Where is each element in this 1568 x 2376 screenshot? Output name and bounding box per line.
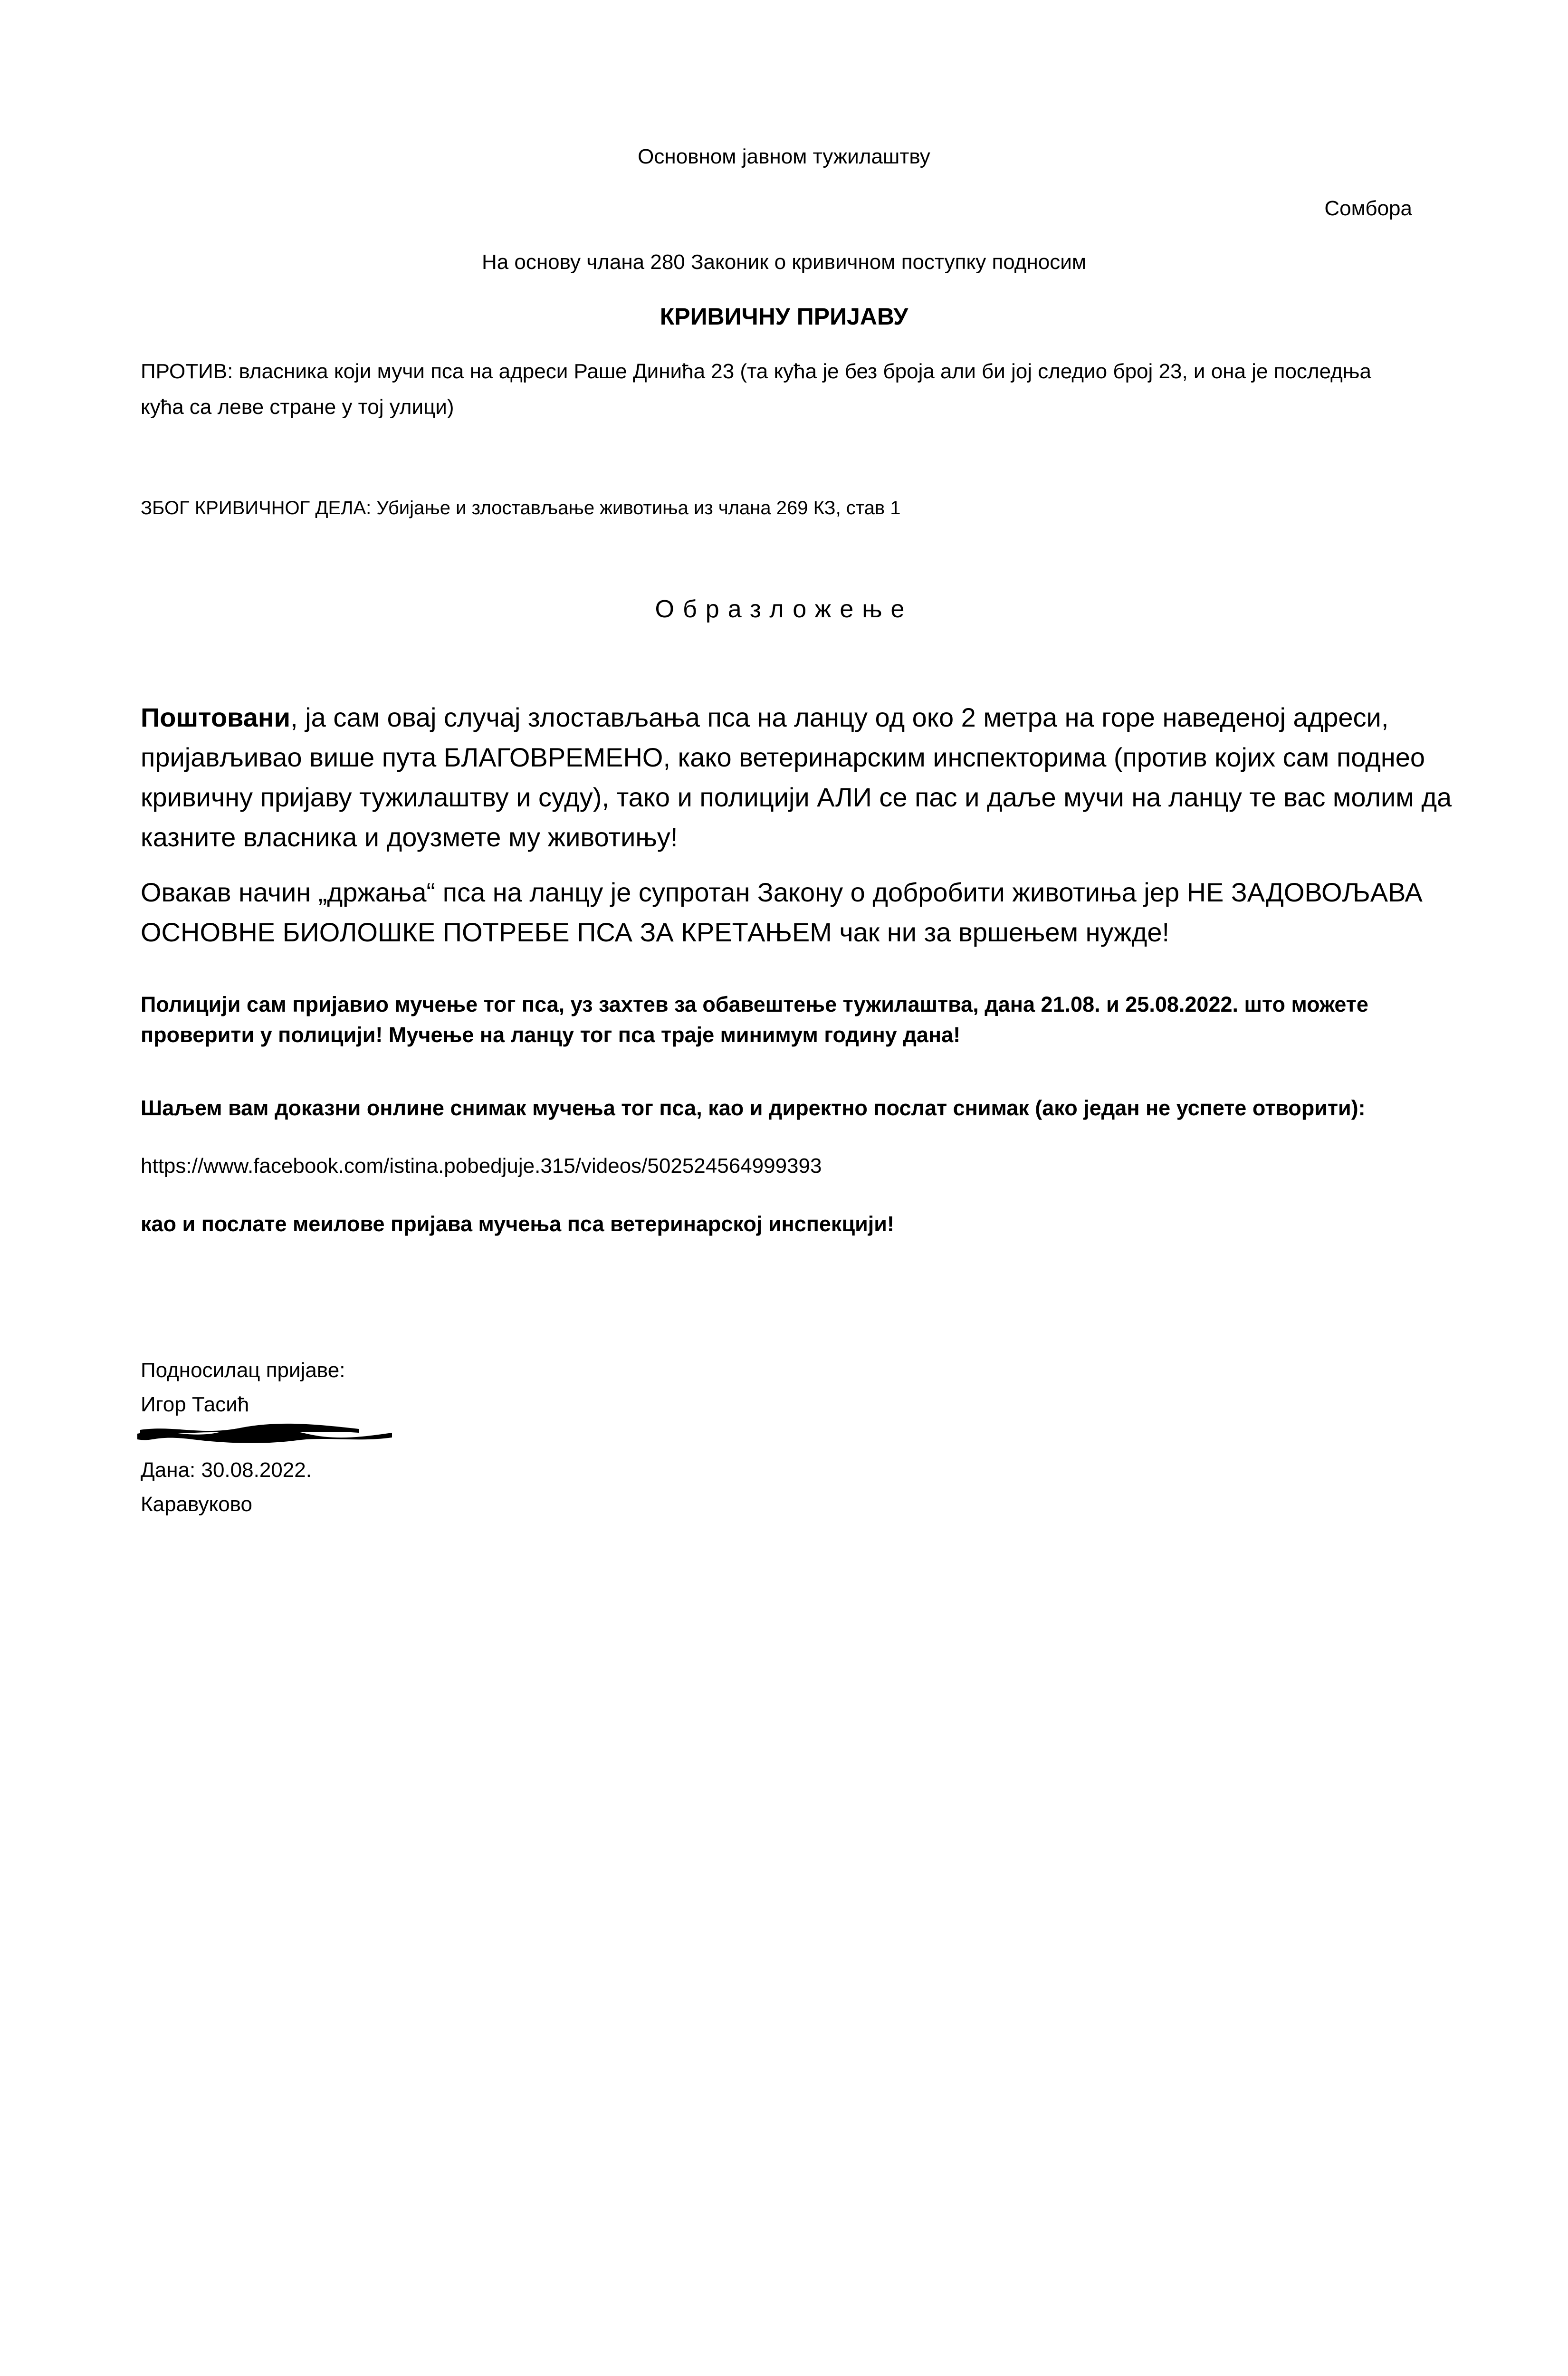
paragraph-3-line-1: Полицији сам пријавио мучење тог пса, уз захтев за обавештење тужилаштва, дана 21.08. и 25.08.2022. што можете <box>141 992 1368 1016</box>
greeting: Поштовани <box>141 702 291 732</box>
paragraph-1-line-1-text: , ја сам овај случај злостављања пса на ланцу од око 2 метра на горе наведеној адреси, <box>290 702 1389 732</box>
date-line: Дана: 30.08.2022. <box>141 1458 312 1482</box>
against-line-2: кућа са леве стране у тој улици) <box>141 395 454 419</box>
signature-name: Игор Тасић <box>141 1393 249 1416</box>
signature-label: Подносилац пријаве: <box>141 1359 345 1382</box>
paragraph-3-line-2: проверити у полицији! Мучење на ланцу тог пса траје минимум годину дана! <box>141 1023 961 1047</box>
paragraph-4: Шаљем вам доказни онлине снимак мучења тог пса, као и директно послат снимак (ако један не успете отворити): <box>141 1096 1366 1120</box>
document-title: КРИВИЧНУ ПРИЈАВУ <box>660 303 908 330</box>
paragraph-1-line-4: казните власника и доузмете му животињу! <box>141 822 678 852</box>
place-line: Каравуково <box>141 1493 253 1516</box>
addressee-line-1: Основном јавном тужилаштву <box>638 145 930 168</box>
paragraph-2-line-1: Овакав начин „држања“ пса на ланцу је супротан Закону о добробити животиња јер НЕ ЗАДОВОЉАВА <box>141 877 1423 907</box>
against-line-1: ПРОТИВ: власника који мучи пса на адреси Раше Динића 23 (та кућа је без броја али би јој следио број 23, и она је последња <box>141 360 1372 383</box>
paragraph-5: као и послате меилове пријава мучења пса ветеринарској инспекцији! <box>141 1212 894 1236</box>
paragraph-1-line-3: кривичну пријаву тужилаштву и суду), тако и полицији АЛИ се пас и даље мучи на ланцу те вас молим да <box>141 782 1452 812</box>
intro-line: На основу члана 280 Законик о кривичном поступку подносим <box>481 250 1087 274</box>
paragraph-2-line-2: ОСНОВНЕ БИОЛОШКЕ ПОТРЕБЕ ПСА ЗА КРЕТАЊЕМ чак ни за вршењем нужде! <box>141 917 1170 947</box>
redaction-scribble <box>135 1423 394 1446</box>
paragraph-1-line-1 <box>141 698 1414 738</box>
offense-line: ЗБОГ КРИВИЧНОГ ДЕЛА: Убијање и злостављање животиња из члана 269 КЗ, став 1 <box>141 498 901 518</box>
paragraph-2 <box>141 872 1423 952</box>
video-link[interactable]: https://www.facebook.com/istina.pobedjuje.315/videos/502524564999393 <box>141 1154 822 1178</box>
paragraph-3 <box>141 989 1368 1050</box>
reasoning-heading: Образложење <box>655 595 913 623</box>
paragraph-1-line-2: пријављивао више пута БЛАГОВРЕМЕНО, како ветеринарским инспекторима (против којих сам поднео <box>141 742 1425 772</box>
paragraph-1 <box>141 698 1452 857</box>
addressee-line-2: Сомбора <box>1324 197 1412 220</box>
